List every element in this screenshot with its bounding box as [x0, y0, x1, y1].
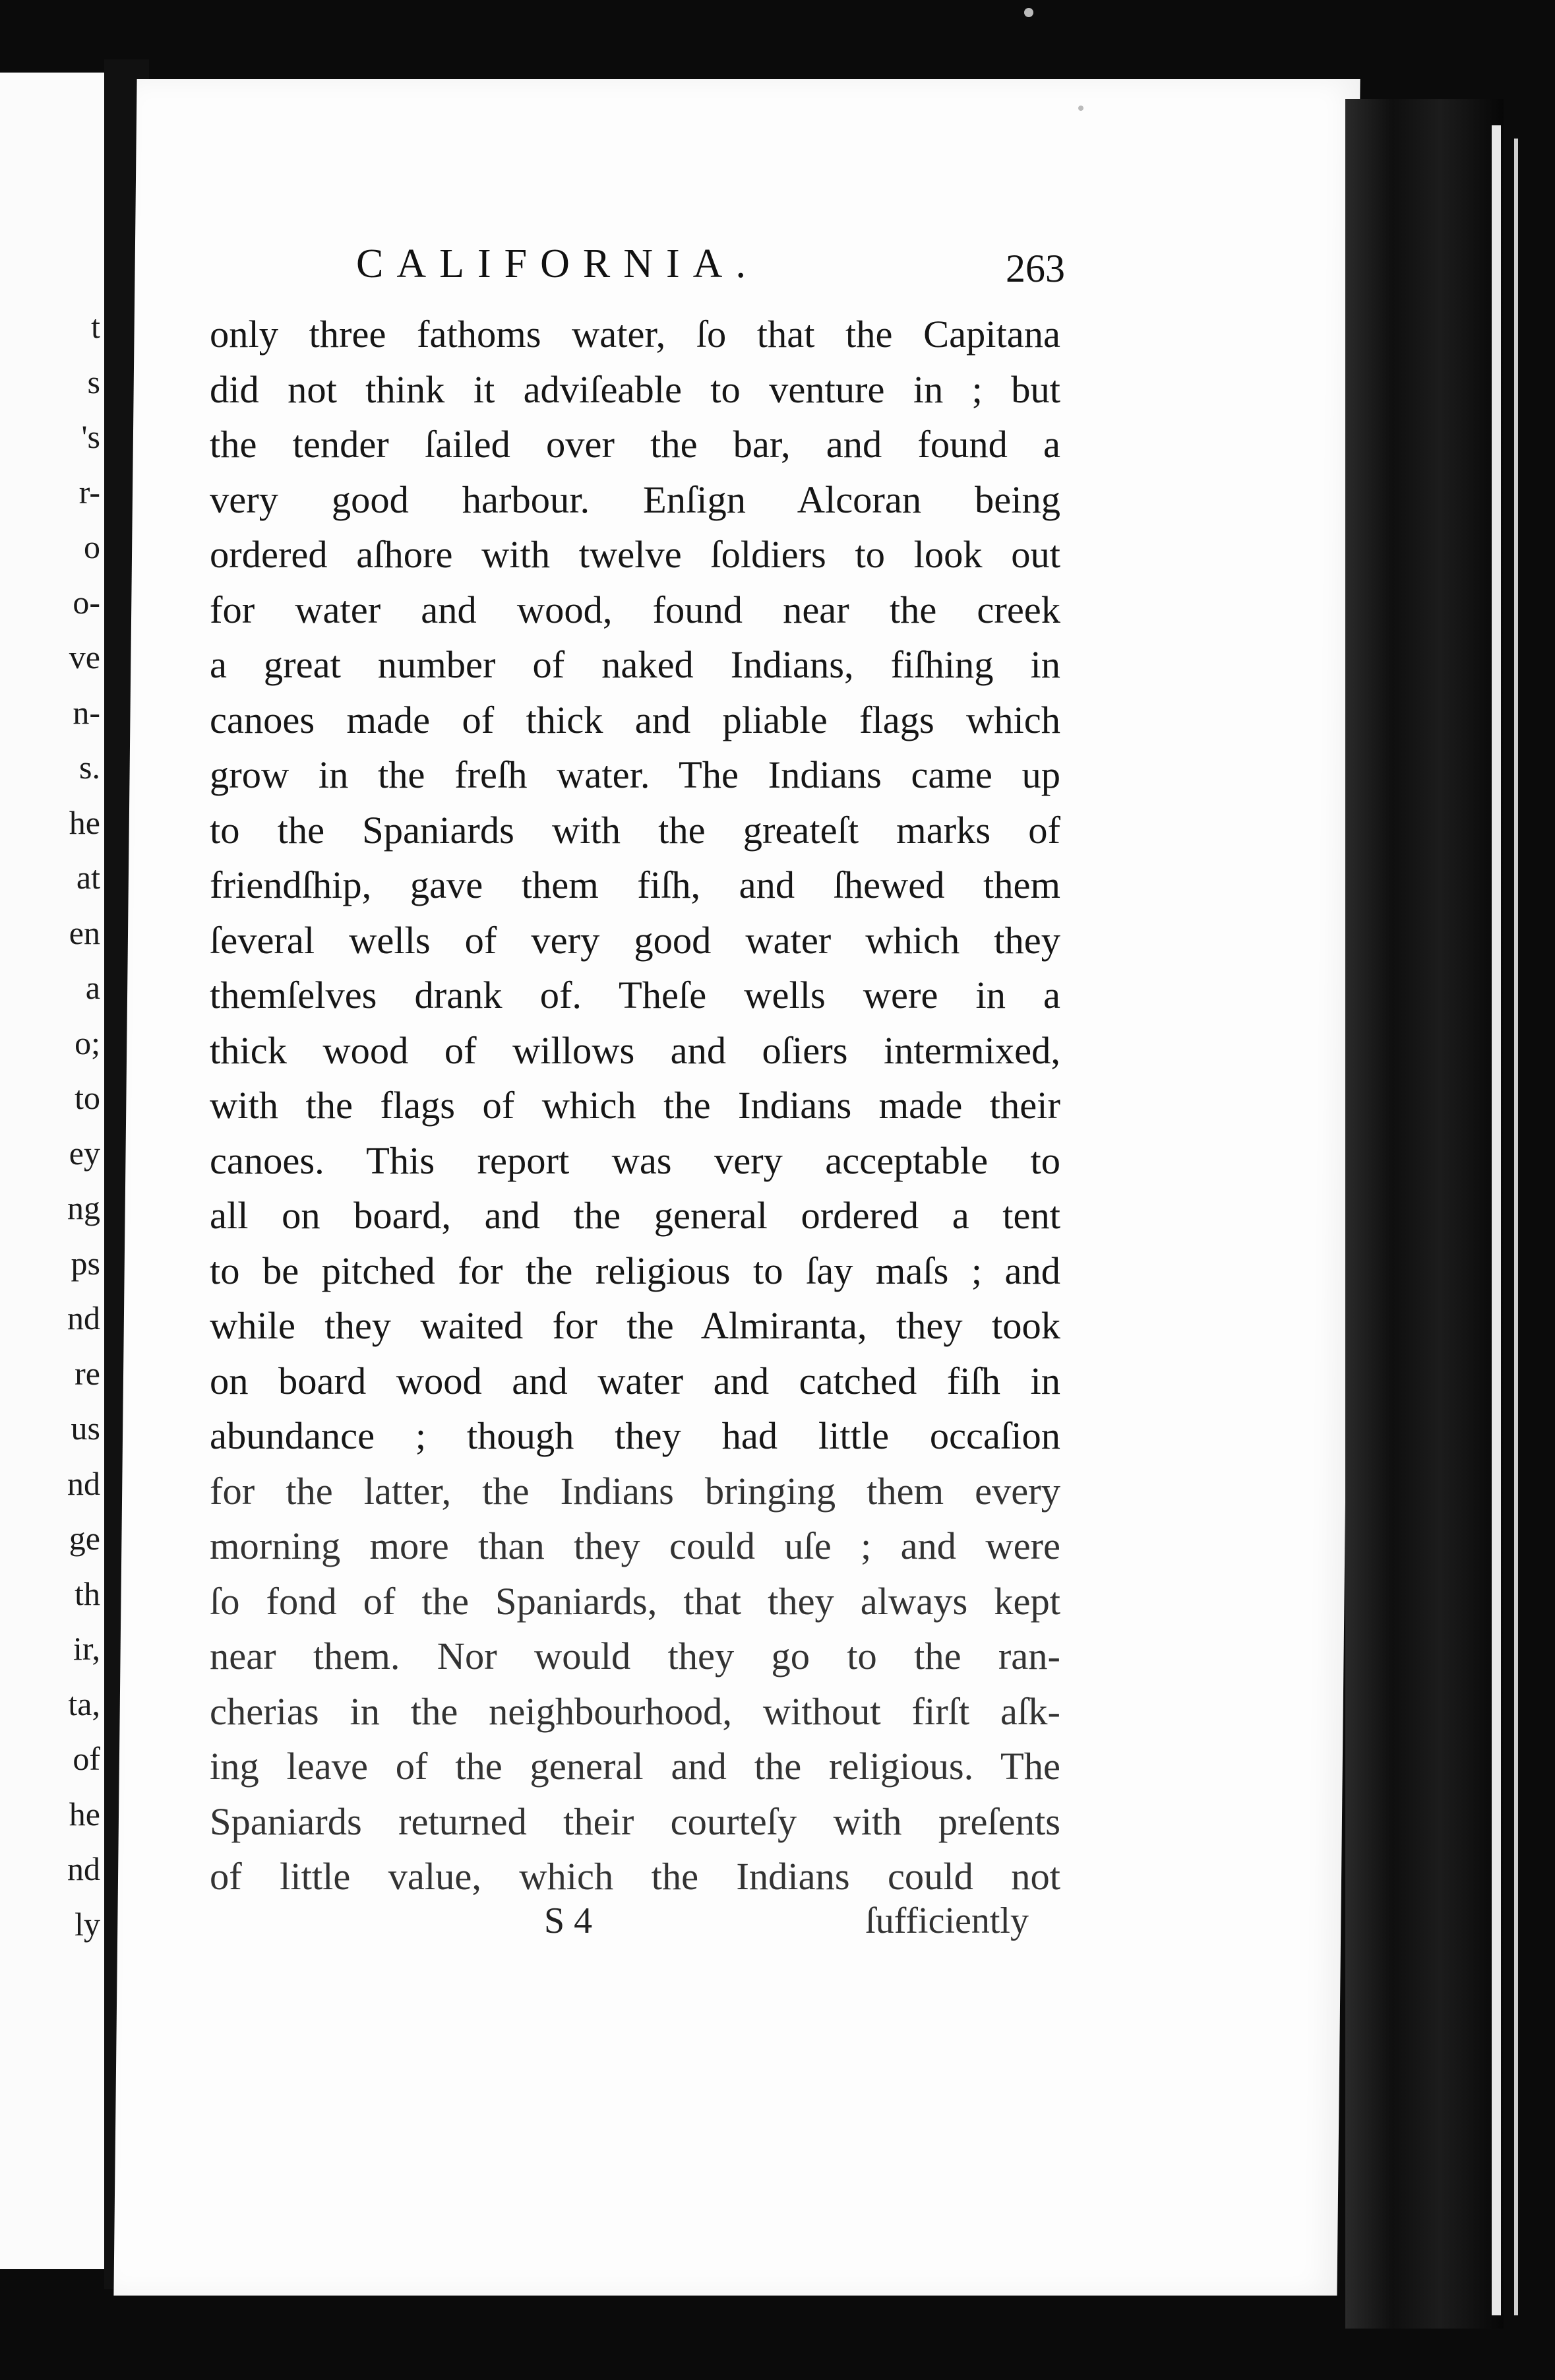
left-page-fragment: ey	[69, 1134, 100, 1172]
left-page-fragment: th	[75, 1575, 100, 1612]
text-line: the tender ſailed over the bar, and found a	[210, 423, 1060, 466]
left-page-fragment: nd	[67, 1464, 100, 1502]
text-line: abundance ; though they had little occaſion	[210, 1414, 1060, 1457]
text-line: only three fathoms water, ſo that the Capitana	[210, 313, 1060, 356]
text-line: with the flags of which the Indians made their	[210, 1084, 1060, 1127]
left-facing-page	[0, 73, 108, 2269]
text-line: themſelves drank of. Theſe wells were in a	[210, 974, 1060, 1017]
left-page-fragment: ps	[71, 1244, 100, 1282]
text-line: canoes. This report was very acceptable to	[210, 1139, 1060, 1182]
body-text	[210, 307, 1060, 1904]
left-page-fragment: ir,	[73, 1630, 100, 1667]
left-page-fragment: nd	[67, 1850, 100, 1887]
left-page-fragment: he	[69, 803, 100, 841]
left-page-fragment: us	[71, 1410, 100, 1447]
text-line: to the Spaniards with the greateſt marks of	[210, 808, 1060, 852]
left-page-fragment: s	[87, 363, 100, 400]
text-line: all on board, and the general ordered a tent	[210, 1194, 1060, 1237]
left-page-fragment: a	[85, 969, 100, 1006]
text-line: grow in the freſh water. The Indians came up	[210, 753, 1060, 796]
scan-speck	[1024, 8, 1033, 17]
left-page-fragment: ge	[69, 1520, 100, 1557]
text-line: on board wood and water and catched fiſh in	[210, 1359, 1060, 1402]
running-head: CALIFORNIA.	[356, 241, 759, 286]
text-line: cherias in the neighbourhood, without firſt aſk-	[210, 1689, 1060, 1733]
left-page-fragment: nd	[67, 1300, 100, 1336]
catchword: ſufficiently	[865, 1900, 1029, 1941]
text-line: did not think it adviſeable to venture in ; but	[210, 367, 1060, 411]
left-page-fragment: s.	[79, 749, 100, 786]
left-page-fragment: ly	[75, 1905, 100, 1943]
left-page-fragment: to	[75, 1079, 100, 1116]
left-page-fragment: o-	[73, 583, 100, 621]
left-page-fragment: o;	[75, 1024, 100, 1061]
text-line: for the latter, the Indians bringing them every	[210, 1469, 1060, 1513]
left-page-fragment: t	[91, 308, 100, 345]
text-line: near them. Nor would they go to the ran-	[210, 1635, 1060, 1677]
left-page-fragment: re	[75, 1354, 100, 1392]
text-line: ing leave of the general and the religious. The	[210, 1745, 1060, 1788]
left-page-fragment: en	[69, 914, 100, 951]
text-line: of little value, which the Indians could not	[210, 1855, 1060, 1898]
text-line: a great number of naked Indians, fiſhing in	[210, 643, 1060, 686]
text-line: for water and wood, found near the creek	[210, 588, 1060, 631]
text-line: to be pitched for the religious to ſay maſs ; and	[210, 1249, 1060, 1292]
left-page-fragment: he	[69, 1795, 100, 1832]
text-line: thick wood of willows and oſiers intermixed,	[210, 1028, 1060, 1072]
text-line: ſo fond of the Spaniards, that they always kept	[210, 1579, 1060, 1623]
left-page-fragment: ve	[69, 639, 100, 675]
text-line: morning more than they could uſe ; and were	[210, 1524, 1060, 1567]
page-header	[356, 241, 1065, 300]
left-page-fragment: ng	[67, 1189, 100, 1226]
page-number: 263	[1006, 247, 1065, 290]
signature-mark: S 4	[544, 1900, 593, 1941]
page-edge-highlight	[1492, 125, 1501, 2315]
left-page-fragment: r-	[78, 473, 100, 511]
left-page-fragment: n-	[73, 693, 100, 731]
left-page-fragment: o	[84, 528, 100, 565]
text-line: Spaniards returned their courteſy with preſents	[210, 1800, 1060, 1843]
text-line: ordered aſhore with twelve ſoldiers to look out	[210, 533, 1060, 576]
left-page-fragment: of	[73, 1740, 100, 1777]
left-page-fragment: ta,	[68, 1685, 100, 1722]
page-edge-highlight-secondary	[1514, 139, 1518, 2315]
scan-speck	[1078, 106, 1083, 111]
page-edge	[1345, 99, 1504, 2329]
text-line: very good harbour. Enſign Alcoran being	[210, 478, 1060, 521]
text-line: friendſhip, gave them fiſh, and ſhewed them	[210, 863, 1060, 906]
left-page-fragment: 's	[81, 418, 100, 455]
left-page-fragment: at	[76, 859, 100, 896]
text-line: while they waited for the Almiranta, they took	[210, 1304, 1060, 1347]
text-line: ſeveral wells of very good water which they	[210, 918, 1060, 962]
page-footer	[198, 1900, 1029, 1953]
text-line: canoes made of thick and pliable flags which	[210, 698, 1060, 741]
